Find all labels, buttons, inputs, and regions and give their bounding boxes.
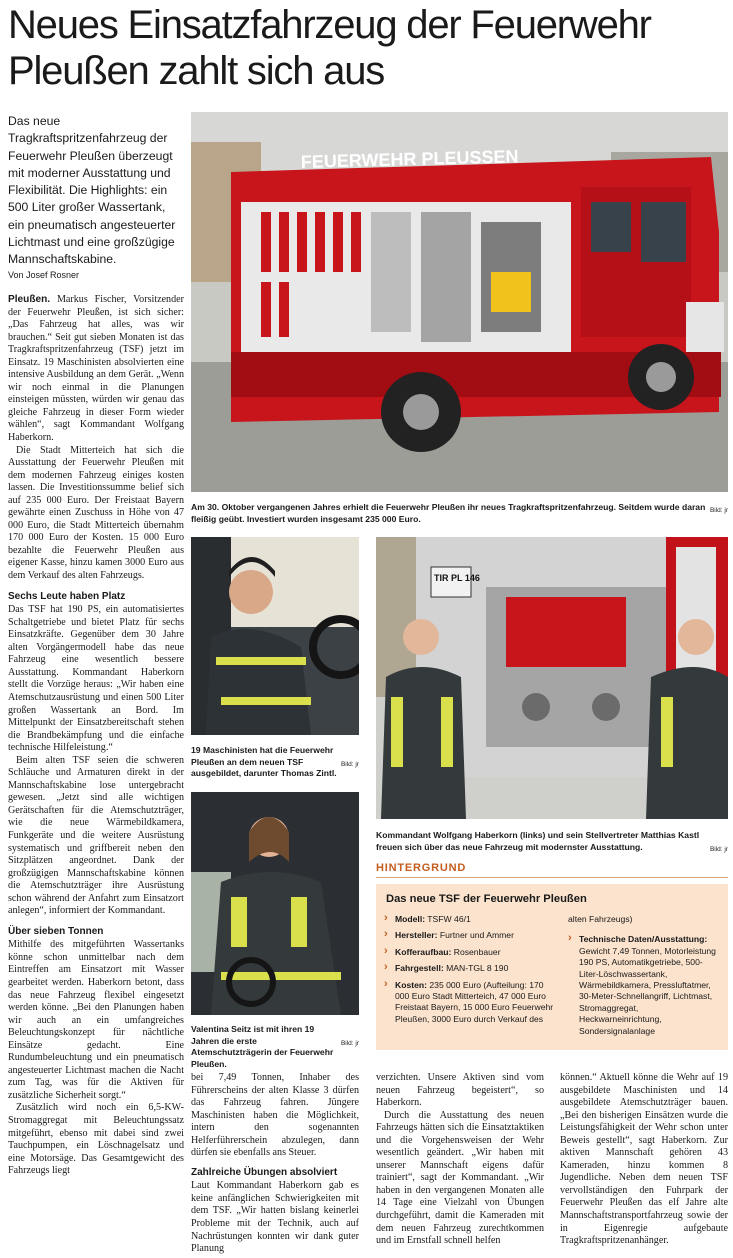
seitz-caption: Bild: jr Valentina Seitz ist mit ihren 19 Jahren die erste Atemschutzträgerin der Feuerwehr Pleußen. <box>191 1024 359 1069</box>
paragraph: Beim alten TSF seien die schweren Schläuche und Armaturen direkt in der Mannschaftskabine lose untergebracht gewesen. „Jetzt sind alle wichtigen Gerätschaften für die Atemschutzträger, wie die neue Wärmebildkamera, Funkgeräte und die weitere Ausrüstung systematisch und griffbereit neben den Sitzplätzen angeordnet. Dank der großzügigen Mannschaftskabine können die Atemschutzträger ihre Ausrüstung schon während der Anfahrt zum Einsatzort anlegen“, informiert der Kommandant. <box>8 754 184 917</box>
photo-credit: Bild: jr <box>340 761 359 768</box>
fact-item: › Hersteller: Furtner und Ammer <box>384 930 556 941</box>
photo-credit: Bild: jr <box>340 1040 359 1047</box>
kommandant-caption: Bild: jr Kommandant Wolfgang Haberkorn (links) und sein Stellvertreter Matthias Kastl freuen sich über das neue Fahrzeug mit modernster Ausstattung. <box>376 830 728 856</box>
photo-credit: Bild: jr <box>709 507 728 514</box>
paragraph: Durch die Ausstattung des neuen Fahrzeugs hätten sich die Einsatztaktiken und die Vorgehensweisen der Wehr wesentlich geändert. „Wir haben mit unserer Mannschaft eigens dafür trainiert“, sagt der Kommandant. „Wir haben in den vergangenen Monaten alle 14 Tage eine Vielzahl von Übungen durchgeführt, damit die Kameraden mit dem neuen Fahrzeug zurechtkommen und im Ernstfall schnell helfen <box>376 1109 544 1247</box>
truck-lettering: FEUERWEHR PLEUSSEN <box>300 146 519 172</box>
truck-caption: Bild: jr Am 30. Oktober vergangenen Jahres erhielt die Feuerwehr Pleußen ihr neues Tragkraftspritzenfahrzeug. Seitdem wurde daran fleißig geübt. Investiert wurden insgesamt 235 000 Euro. <box>191 502 728 524</box>
subheading: Sechs Leute haben Platz <box>8 590 126 602</box>
article-column-3 <box>376 1072 544 1248</box>
dateline: Pleußen. <box>8 294 51 305</box>
seitz-photo <box>191 792 359 1015</box>
paragraph: verzichten. Unsere Aktiven sind vom neuen Fahrzeug begeistert“, so Haberkorn. <box>376 1072 544 1109</box>
fact-item: › Kosten: 235 000 Euro (Aufteilung: 170 000 Euro Stadt Mitterteich, 47 000 Euro Freistaat Bayern, 15 000 Euro Feuerwehr Pleußen, 3000 Euro durch Verkauf des <box>384 980 556 1026</box>
article-column-1 <box>8 294 184 1178</box>
byline: Von Josef Rosner <box>8 270 80 280</box>
zintl-caption: Bild: jr 19 Maschinisten hat die Feuerwehr Pleußen an dem neuen TSF ausgebildet, darunter Thomas Zintl. <box>191 745 359 778</box>
facts-list-left <box>384 914 556 1030</box>
facts-list-right <box>568 914 720 1042</box>
fact-item: › Technische Daten/Ausstattung: Gewicht 7,49 Tonnen, Motorleistung 190 PS, Automatikgetriebe, 500-Liter-Löschwassertank, Wärmebildkamera, Pressluftatmer, 30-Meter-Schnellangriff, Lichtmast, Stromaggregat, Heckwarneinrichtung, Sondersignalanlage <box>568 934 720 1037</box>
lead-paragraph: Das neue Tragkraftspritzenfahrzeug der Feuerwehr Pleußen überzeugt mit moderner Ausstattung und Flexibilität. Die Highlights: ein 500 Liter großer Wassertank, ein pneumatisch angesteuerter Lichtmast und eine großzügige Mannschaftskabine. <box>8 114 176 267</box>
subheading: Über sieben Tonnen <box>8 925 104 937</box>
truck-photo <box>191 112 728 492</box>
photo-credit: Bild: jr <box>709 846 728 853</box>
paragraph: können.“ Aktuell könne die Wehr auf 19 ausgebildete Maschinisten und 14 ausgebildete Atemschutzträger bauen. „Bei den bisherigen Einsätzen wurde die Leistungsfähigkeit der Wehr schon unter Beweis gestellt“, sagt Haberkorn. Zur aktiven Mannschaft gehören 43 Kameraden, hinzu kommen 8 Jugendliche. Neben dem neuen TSF vervollständigen den Fuhrpark der Feuerwehr Pleußen das elf Jahre alte Mannschaftstransportfahrzeug sowie der in Eigenregie aufgebaute Tragkraftspritzenanhänger. <box>560 1072 728 1247</box>
subheading: Zahlreiche Übungen absolviert <box>191 1166 338 1178</box>
zintl-photo <box>191 537 359 735</box>
fact-item: › Kofferaufbau: Rosenbauer <box>384 947 556 958</box>
paragraph: Mithilfe des mitgeführten Wassertanks könne schon unmittelbar nach dem Eintreffen am Einsatzort mit Wasser gearbeitet werden. Haberkorn betont, dass das neue Fahrzeug flexibel eingesetzt werden könne. „Bei den Planungen haben wir auch an ein umfangreiches Beleuchtungskonzept für nächtliche Einsätze gedacht. Eine Rundumbeleuchtung und ein pneumatisch angesteuerter Lichtmast machen die Nacht zum Tag, was für die Aktiven für zusätzliche Sicherheit sorgt.“ <box>8 939 184 1101</box>
article-column-2 <box>191 1072 359 1256</box>
hintergrund-label: HINTERGRUND <box>376 862 728 878</box>
paragraph: Die Stadt Mitterteich hat sich die Ausstattung der Feuerwehr Pleußen mit dem modernen Fahrzeug einiges kosten lassen. Die Investitionssumme belief sich auf 235 000 Euro. Der Freistaat Bayern gewährte einen Zuschuss in Höhe von 47 000 Euro, die Stadt Mitterteich übernahm 170 000 Euro der Kosten. 15 000 Euro bezahlte die Feuerwehr Pleußen aus eigener Kasse, hinzu kamen 3000 Euro aus dem Verkauf des alten Fahrzeugs. <box>8 444 184 582</box>
paragraph: bei 7,49 Tonnen, Inhaber des Führerscheins der alten Klasse 3 dürfen das Fahrzeug fahren. Jüngere Maschinisten haben die Möglichkeit, intern den sogenannten Helferführerschein abzulegen, dann dürfen sie ebenfalls ans Steuer. <box>191 1072 359 1159</box>
paragraph: Zusätzlich wird noch ein 6,5-KW-Stromaggregat mit Beleuchtungssatz mitgeführt, ebenso mit dabei sind zwei Tauchpumpen, ein Löschnagelsatz und eine Motorsäge. Das Gesamtgewicht des Fahrzeugs liegt <box>8 1102 184 1177</box>
article-column-4 <box>560 1072 728 1248</box>
paragraph: Markus Fischer, Vorsitzender der Feuerwehr Pleußen, ist sich sicher: „Das Fahrzeug hat alles, was wir brauchen.“ Seit gut sieben Monaten ist das Tragkraftspritzenfahrzeug (TSF) jetzt im Einsatz. 19 Maschinisten absolvierten eine intensive Ausbildung an dem Gerät. „Wenn wir noch einmal in die Planungen einsteigen müssten, würden wir genau das gleiche Fahrzeug in dieser Form wieder wählen“, sagt Kommandant Wolfgang Haberkorn. <box>8 294 184 444</box>
paragraph: Laut Kommandant Haberkorn gab es keine anfänglichen Schwierigkeiten mit dem TSF. „Wir hatten bislang keinerlei Probleme mit der Technik, auch auf Nachrüstungen konnten wir dank guter Planung <box>191 1180 359 1255</box>
kommandant-photo <box>376 537 728 819</box>
fact-item: › Modell: TSFW 46/1 <box>384 914 556 925</box>
paragraph: Das TSF hat 190 PS, ein automatisiertes Schaltgetriebe und bietet Platz für sechs Einsatzkräfte. Gegenüber dem 30 Jahre alten Vorgängermodell habe das neue Fahrzeug eine wesentlich bessere Ausstattung. Kommandant Haberkorn stellt die Vorzüge heraus: „Wir haben eine Atemschutzausrüstung und einen 500 Liter großen Wassertank an Bord. Im Mittelpunkt der Einsatzbereitschaft stehen die Brandbekämpfung und die einfache technische Hilfeleistung.“ <box>8 604 184 754</box>
hintergrund-title: Das neue TSF der Feuerwehr Pleußen <box>386 893 587 905</box>
headline: Neues Einsatzfahrzeug der Feuerwehr Pleußen zahlt sich aus <box>8 3 651 93</box>
hintergrund-box <box>376 884 728 1050</box>
license-plate: TIR PL 146 <box>434 573 480 583</box>
fact-continuation: alten Fahrzeugs) <box>568 914 633 924</box>
fact-item: › Fahrgestell: MAN-TGL 8 190 <box>384 963 556 974</box>
